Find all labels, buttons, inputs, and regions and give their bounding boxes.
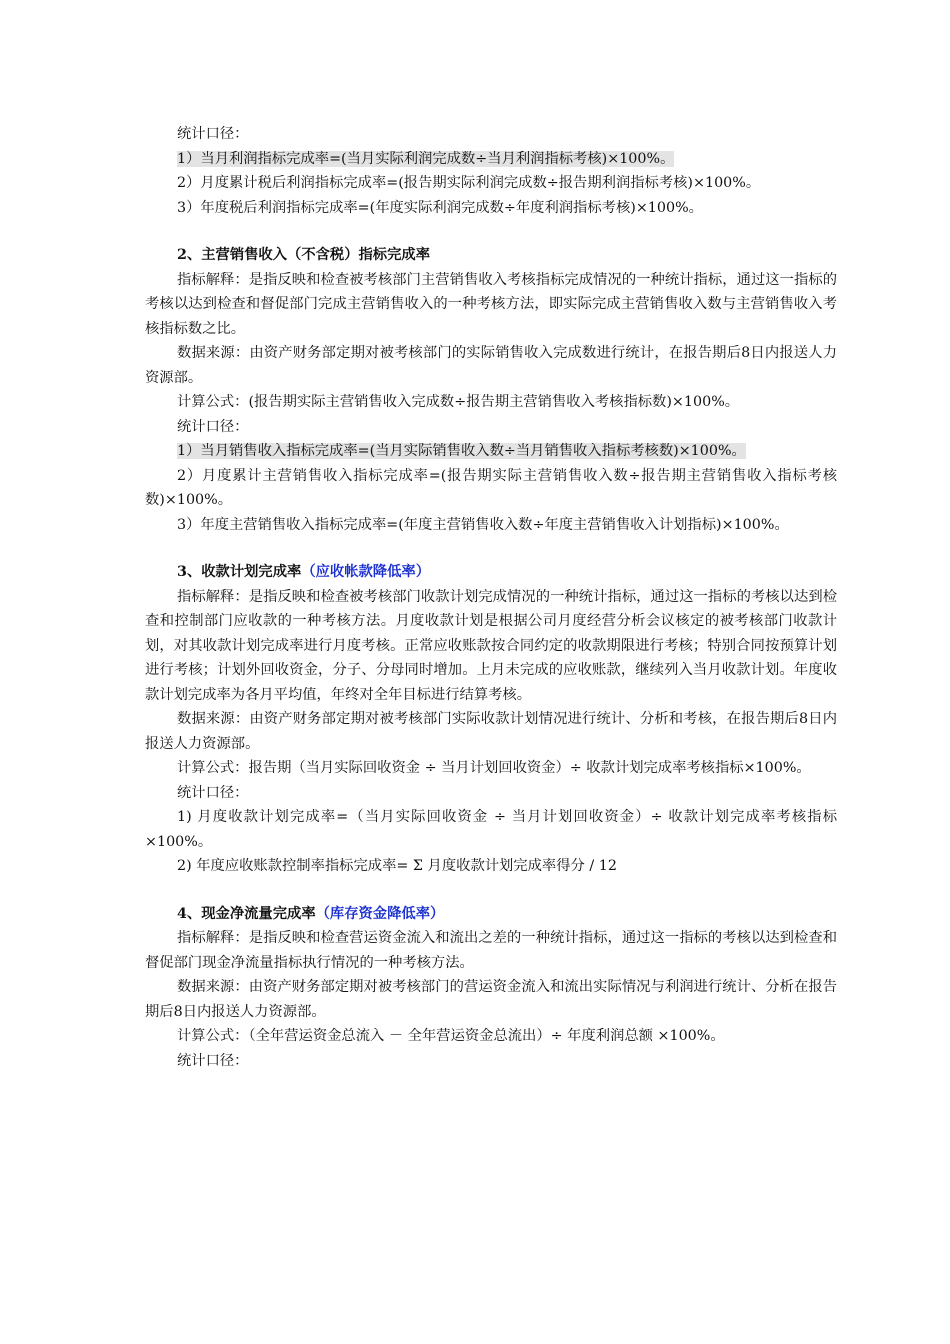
caliber-label: 统计口径： xyxy=(177,126,249,142)
caliber-item-2: 2) 年度应收账款控制率指标完成率= Σ 月度收款计划完成率得分 / 12 xyxy=(177,858,617,874)
caliber-item-3: 3）年度税后利润指标完成率=(年度实际利润完成数÷年度利润指标考核)×100%。 xyxy=(177,199,703,216)
caliber-item-1 xyxy=(145,147,837,172)
caliber-item-2: 2）月度累计主营销售收入指标完成率=(报告期实际主营销售收入数÷报告期主营销售收入指标考核数)×100%。 xyxy=(145,467,837,508)
highlighted-text: 1）当月销售收入指标完成率=(当月实际销售收入数÷当月销售收入指标考核数)×100%。 xyxy=(177,443,746,459)
calculation-formula: 计算公式：（全年营运资金总流入 － 全年营运资金总流出）÷ 年度利润总额 ×100%。 xyxy=(177,1028,725,1044)
caliber-item-2: 2）月度累计税后利润指标完成率=(报告期实际利润完成数÷报告期利润指标考核)×100%。 xyxy=(177,175,761,191)
document-page xyxy=(145,122,837,1073)
section-heading-4 xyxy=(145,902,837,927)
indicator-explanation: 指标解释：是指反映和检查被考核部门收款计划完成情况的一种统计指标，通过这一指标的考核以达到检查和控制部门应收款的一种考核方法。月度收款计划是根据公司月度经营分析会议核定的被考核部门收款计划，对其收款计划完成率进行月度考核。正常应收账款按合同约定的收款期限进行考核；特别合同按预算计划进行考核；计划外回收资金，分子、分母同时增加。上月未完成的应收账款，继续列入当月收款计划。年度收款计划完成率为各月平均值，年终对全年目标进行结算考核。 xyxy=(145,588,837,703)
caliber-label: 统计口径： xyxy=(177,784,249,801)
data-source: 数据来源：由资产财务部定期对被考核部门的实际销售收入完成数进行统计，在报告期后8日内报送人力资源部。 xyxy=(145,345,837,386)
caliber-label: 统计口径： xyxy=(177,1052,249,1069)
caliber-item-3: 3）年度主营销售收入指标完成率=(年度主营销售收入数÷年度主营销售收入计划指标)×100%。 xyxy=(177,516,789,533)
section-heading-3 xyxy=(145,560,837,585)
heading-text: 3、收款计划完成率 xyxy=(177,564,302,580)
indicator-explanation: 指标解释：是指反映和检查被考核部门主营销售收入考核指标完成情况的一种统计指标，通过这一指标的考核以达到检查和督促部门完成主营销售收入的一种考核方法，即实际完成主营销售收入数与主营销售收入考核指标数之比。 xyxy=(145,271,837,337)
caliber-item-1 xyxy=(145,439,837,464)
data-source: 数据来源：由资产财务部定期对被考核部门实际收款计划情况进行统计、分析和考核，在报告期后8日内报送人力资源部。 xyxy=(145,711,837,752)
heading-note: （库存资金降低率） xyxy=(315,905,445,922)
caliber-label: 统计口径： xyxy=(177,418,249,435)
calculation-formula: 计算公式：(报告期实际主营销售收入完成数÷报告期主营销售收入考核指标数)×100%。 xyxy=(177,394,740,410)
data-source: 数据来源：由资产财务部定期对被考核部门的营运资金流入和流出实际情况与利润进行统计、分析在报告期后8日内报送人力资源部。 xyxy=(145,979,837,1020)
section-heading-2: 2、主营销售收入（不含税）指标完成率 xyxy=(177,247,430,263)
caliber-item-1: 1) 月度收款计划完成率=（当月实际回收资金 ÷ 当月计划回收资金）÷ 收款计划完成率考核指标×100%。 xyxy=(145,809,837,850)
heading-note: （应收帐款降低率） xyxy=(301,564,430,580)
indicator-explanation: 指标解释：是指反映和检查营运资金流入和流出之差的一种统计指标，通过这一指标的考核以达到检查和督促部门现金净流量指标执行情况的一种考核方法。 xyxy=(145,930,837,971)
heading-text: 4、现金净流量完成率 xyxy=(177,905,316,922)
highlighted-text: 1）当月利润指标完成率=(当月实际利润完成数÷当月利润指标考核)×100%。 xyxy=(177,150,675,167)
calculation-formula: 计算公式：报告期（当月实际回收资金 ÷ 当月计划回收资金）÷ 收款计划完成率考核指标×100%。 xyxy=(177,760,811,776)
